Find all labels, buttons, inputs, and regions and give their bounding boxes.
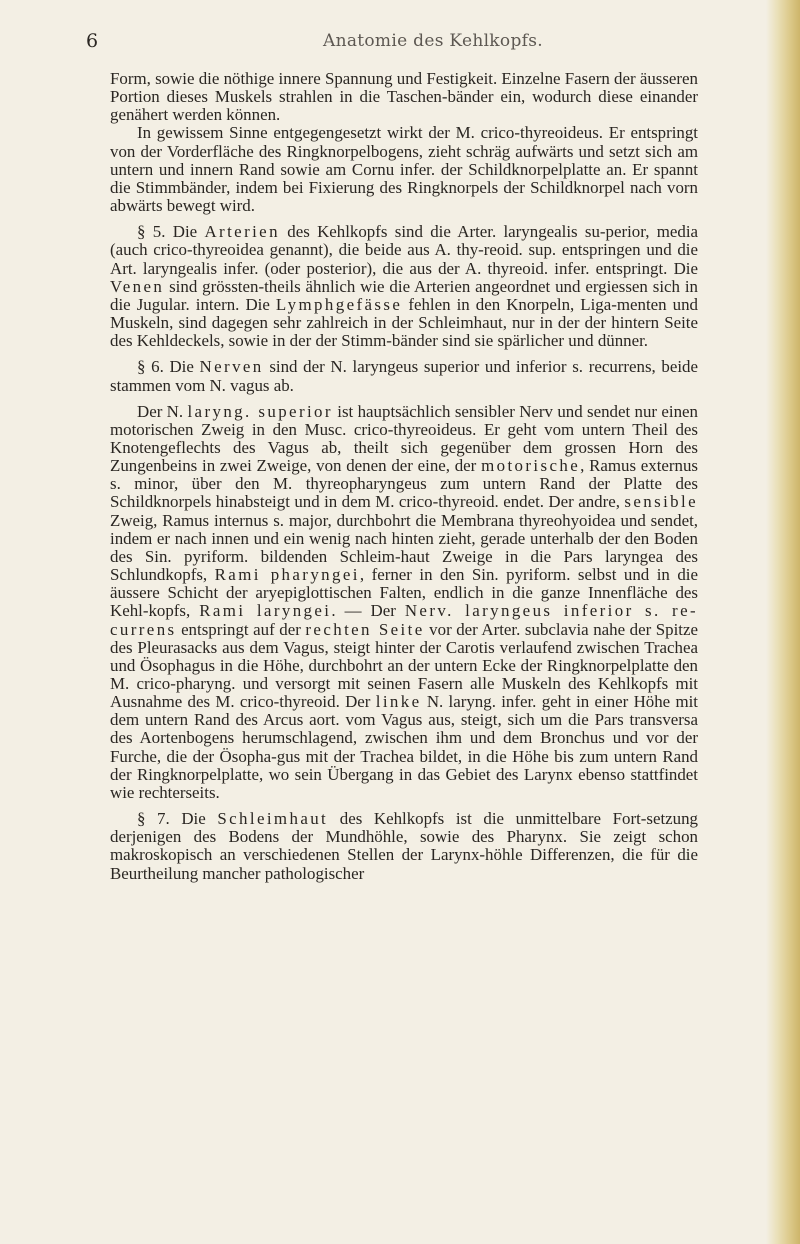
text-run: des Kehlkopfs sind die Arter. laryngealis su-perior, media (auch crico-thyreoidea genannt), die beide aus A. thy-reoid. sup. entspringen und die Art. laryngealis infer. (oder posterior), die aus der A. thyreoid. infer. entspringt. Die [110, 222, 699, 278]
spaced-term: Nerven [199, 357, 264, 377]
spaced-term: sensible [624, 492, 698, 512]
spaced-term: Venen [110, 276, 165, 296]
page-number: 6 [86, 30, 99, 52]
text-run: , Ramus externus s. minor, über den M. thyreopharyngeus zum untern Rand der Platte des Schildknorpels hinabsteigt und in dem M. crico-thyreoid. endet. Der andre, [110, 456, 698, 512]
text-run: des Kehlkopfs ist die unmittelbare Fort-setzung derjenigen des Bodens der Mundhöhle, sowie des Pharynx. Sie zeigt schon makroskopisch an verschiedenen Stellen der Larynx-höhle Differenzen, die für die Beurtheilung mancher pathologischer [110, 809, 698, 883]
text-run: In gewissem Sinne entgegengesetzt wirkt der M. crico-thyreoideus. Er entspringt von der Vorderfläche des Ringknorpelbogens, zieht schräg aufwärts und setzt sich am untern und innern Rand sowie am Cornu infer. der Schildknorpelplatte an. Er spannt die Stimmbänder, indem bei Fixierung des Ringknorpels der Schildknorpel nach vorn abwärts bewegt wird. [110, 123, 698, 216]
paragraph-continuation [110, 70, 698, 124]
text-run: § 6. Die [137, 357, 200, 377]
text-run: ist hauptsächlich sensibler Nerv und sendet nur einen motorischen Zweig in den Musc. crico-thyreoideus. Er geht vom untern Theil des Knotengeflechts des Vagus ab, theilt sich gegenüber dem grossen Horn des Zungenbeins in zwei Zweige, von denen der eine, der [110, 401, 698, 476]
text-run: . — Der [331, 601, 405, 621]
spaced-term: linke [375, 692, 422, 712]
text-run: § 7. Die [137, 809, 218, 829]
spaced-term: laryng. superior [187, 401, 333, 421]
spaced-term: rechten Seite [305, 619, 425, 639]
text-run: vor der Arter. subclavia nahe der Spitze des Pleurasacks aus dem Vagus, steigt hinter der Carotis verlaufend zwischen Trachea und Ösophagus in die Höhe, durchbohrt an der untern Ecke der Ringknorpelplatte den M. crico-pharyng. und versorgt mit seinen Fasern alle Muskeln des Kehlkopfs mit Ausnahme des M. crico-thyreoid. Der [110, 619, 698, 712]
text-run: § 5. Die [137, 222, 205, 242]
text-run: , ferner in den Sin. pyriform. selbst und in die äussere Schicht der aryepiglottischen Falten, endlich in die ganze Innenfläche des Kehl-kopfs, [110, 565, 698, 621]
running-title: Anatomie des Kehlkopfs. [323, 31, 543, 51]
paragraph-laryngeus-superior [110, 403, 698, 802]
spaced-term: Lymphgefässe [275, 294, 403, 314]
text-run: Zweig, Ramus internus s. major, durchbohrt die Membrana thyreohyoidea und sendet, indem er nach innen und ein wenig nach hinten zieht, gerade unterhalb der den Boden des Sin. pyriform. bildenden Schleim-haut Zweige in die Pars laryngea des Schlundkopfs, [110, 510, 698, 585]
body-text [110, 70, 698, 883]
text-run: sind der N. laryngeus superior und inferior s. recurrens, beide stammen vom N. vagus ab. [110, 357, 699, 395]
paragraph-section-7-mucosa [110, 810, 698, 883]
text-run: N. laryng. infer. geht in einer Höhe mit dem untern Rand des Arcus aort. vom Vagus aus, steigt, sich um die Pars transversa des Aortenbogens herumschlagend, zwischen ihm und dem Bronchus und vor der Furche, die der Ösopha-gus mit der Trachea bildet, in die Höhe bis zum untern Rand der Ringknorpelplatte, wo sein Übergang in das Gebiet des Larynx ebenso stattfindet wie rechterseits. [110, 692, 698, 802]
spaced-term: Nerv. laryngeus inferior s. re-currens [110, 601, 698, 639]
text-run: Form, sowie die nöthige innere Spannung und Festigkeit. Einzelne Fasern der äusseren Portion dieses Muskels strahlen in die Taschen-bänder ein, wodurch diese einander genähert werden können. [110, 69, 698, 125]
text-run: entspringt auf der [176, 619, 306, 639]
text-run: Der N. [137, 401, 188, 421]
text-run: fehlen in den Knorpeln, Liga-menten und Muskeln, sind dagegen sehr zahlreich in der Schleimhaut, nur in der der hintern Seite des Kehldeckels, sowie in der der Stimm-bänder sind sie spärlicher und dünner. [110, 294, 698, 351]
spaced-term: Rami laryngei [199, 601, 332, 621]
paragraph-crico-thyreoideus [110, 124, 698, 215]
text-run: sind grössten-theils ähnlich wie die Arterien angeordnet und ergiessen sich in die Jugular. intern. Die [110, 276, 698, 314]
spaced-term: Arterien [204, 222, 280, 242]
page-edge [766, 0, 800, 1244]
page-header [0, 30, 800, 62]
spaced-term: Schleimhaut [217, 809, 329, 829]
spaced-term: motorische [481, 456, 581, 476]
paragraph-section-5-arteries [110, 223, 698, 350]
spaced-term: Rami pharyngei [214, 565, 360, 585]
paragraph-section-6-nerves [110, 358, 698, 394]
